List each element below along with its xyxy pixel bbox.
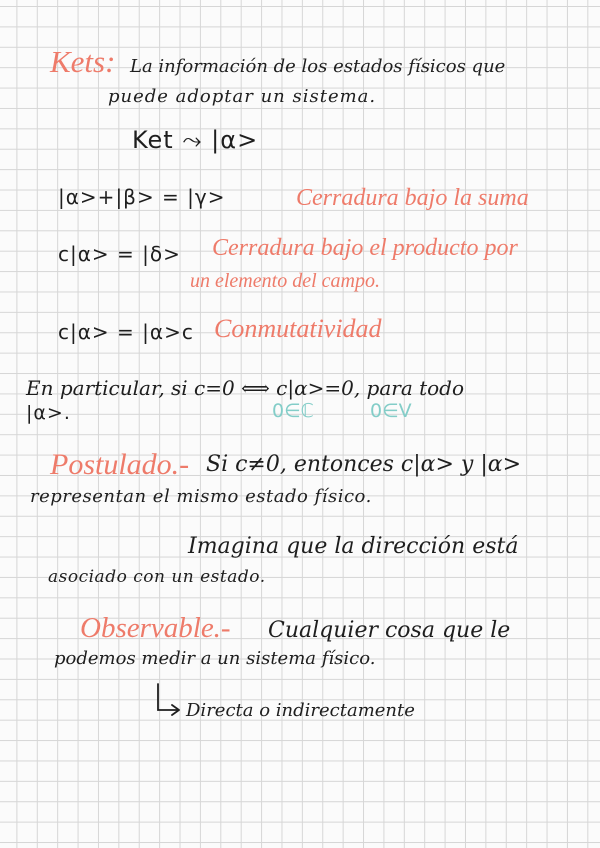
note-zero-in-complex: 0∈ℂ <box>272 400 314 422</box>
kets-definition-line1: La información de los estados físicos que <box>130 56 506 77</box>
postulado-line2: representan el mismo estado físico. <box>30 486 372 507</box>
hook-arrow-icon <box>152 682 188 716</box>
postulado-line1: Si c≠0, entonces c|α> y |α> <box>206 452 522 477</box>
rule-product-label: Cerradura bajo el producto por <box>212 235 518 261</box>
rule-sum-label: Cerradura bajo la suma <box>296 185 529 211</box>
observable-sub: Directa o indirectamente <box>186 700 415 721</box>
rule-commutativity-formula: c|α> = |α>c <box>58 320 194 344</box>
particular-line1: En particular, si c=0 ⟺ c|α>=0, para todo <box>26 376 465 400</box>
rule-product-label-line2: un elemento del campo. <box>190 270 380 292</box>
imagina-line1: Imagina que la dirección está <box>188 534 519 559</box>
postulado-heading: Postulado.- <box>50 448 190 481</box>
observable-heading: Observable.- <box>80 612 231 644</box>
rule-product-formula: c|α> = |δ> <box>58 242 181 266</box>
imagina-line2: asociado con un estado. <box>48 567 266 587</box>
note-zero-in-vector-space: 0∈V <box>370 400 412 422</box>
kets-definition-line2: puede adoptar un sistema. <box>108 86 377 107</box>
rule-sum-formula: |α>+|β> = |γ> <box>58 185 226 209</box>
rule-commutativity-label: Conmutatividad <box>214 314 382 343</box>
ket-notation: Ket ⤳ |α> <box>132 126 259 154</box>
kets-heading: Kets: <box>50 44 116 79</box>
observable-line1: Cualquier cosa que le <box>268 618 511 643</box>
particular-line2: |α>. <box>26 402 71 424</box>
observable-line2: podemos medir a un sistema físico. <box>54 648 376 669</box>
